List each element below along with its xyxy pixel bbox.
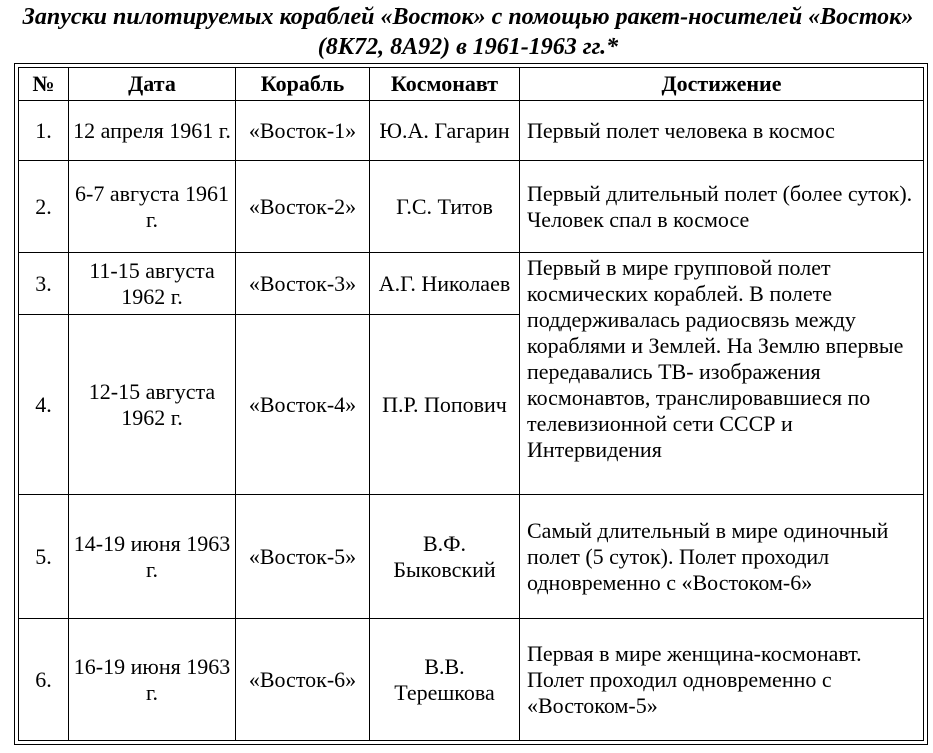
row-cosmonaut: В.Ф. Быковский [370, 495, 520, 619]
row-number: 3. [19, 253, 69, 315]
row-ship: «Восток-3» [236, 253, 370, 315]
header-number: № [19, 68, 69, 101]
row-ship: «Восток-2» [236, 161, 370, 253]
row-ship: «Восток-4» [236, 315, 370, 495]
row-date: 12-15 августа 1962 г. [69, 315, 236, 495]
table-caption: Запуски пилотируемых кораблей «Восток» с помощью ракет-носителей «Восток» (8К72, 8А92) в 1961-1963 гг.* [22, 4, 914, 60]
row-date: 12 апреля 1961 г. [69, 101, 236, 161]
row-cosmonaut: А.Г. Николаев [370, 253, 520, 315]
table-row [19, 619, 924, 741]
row-number: 5. [19, 495, 69, 619]
header-date: Дата [69, 68, 236, 101]
row-cosmonaut: Г.С. Титов [370, 161, 520, 253]
row-date: 14-19 июня 1963 г. [69, 495, 236, 619]
row-number: 2. [19, 161, 69, 253]
row-cosmonaut: Ю.А. Гагарин [370, 101, 520, 161]
header-cosmonaut: Космонавт [370, 68, 520, 101]
row-number: 4. [19, 315, 69, 495]
row-number: 1. [19, 101, 69, 161]
row-achievement: Первая в мире женщина-космонавт. Полет проходил одновременно с «Востоком-5» [520, 619, 924, 741]
row-achievement-shared: Первый в мире групповой полет космических кораблей. В полете поддерживалась радиосвязь между кораблями и Землей. На Землю впервые передавались ТВ- изображения космонавтов, транслировавшиеся по телевизионной сети СССР и Интервидения [520, 253, 924, 495]
row-cosmonaut: П.Р. Попович [370, 315, 520, 495]
header-ship: Корабль [236, 68, 370, 101]
row-achievement: Первый длительный полет (более суток). Человек спал в космосе [520, 161, 924, 253]
row-date: 16-19 июня 1963 г. [69, 619, 236, 741]
row-date: 11-15 августа 1962 г. [69, 253, 236, 315]
table-row [19, 161, 924, 253]
row-cosmonaut: В.В. Терешкова [370, 619, 520, 741]
header-achievement: Достижение [520, 68, 924, 101]
header-row [19, 68, 924, 101]
row-ship: «Восток-1» [236, 101, 370, 161]
row-achievement: Самый длительный в мире одиночный полет (5 суток). Полет проходил одновременно с «Востоком-6» [520, 495, 924, 619]
row-ship: «Восток-6» [236, 619, 370, 741]
row-achievement: Первый полет человека в космос [520, 101, 924, 161]
table-row [19, 101, 924, 161]
table-row [19, 253, 924, 315]
table-row [19, 495, 924, 619]
vostok-launches-table [18, 67, 924, 741]
row-date: 6-7 августа 1961 г. [69, 161, 236, 253]
row-number: 6. [19, 619, 69, 741]
row-ship: «Восток-5» [236, 495, 370, 619]
